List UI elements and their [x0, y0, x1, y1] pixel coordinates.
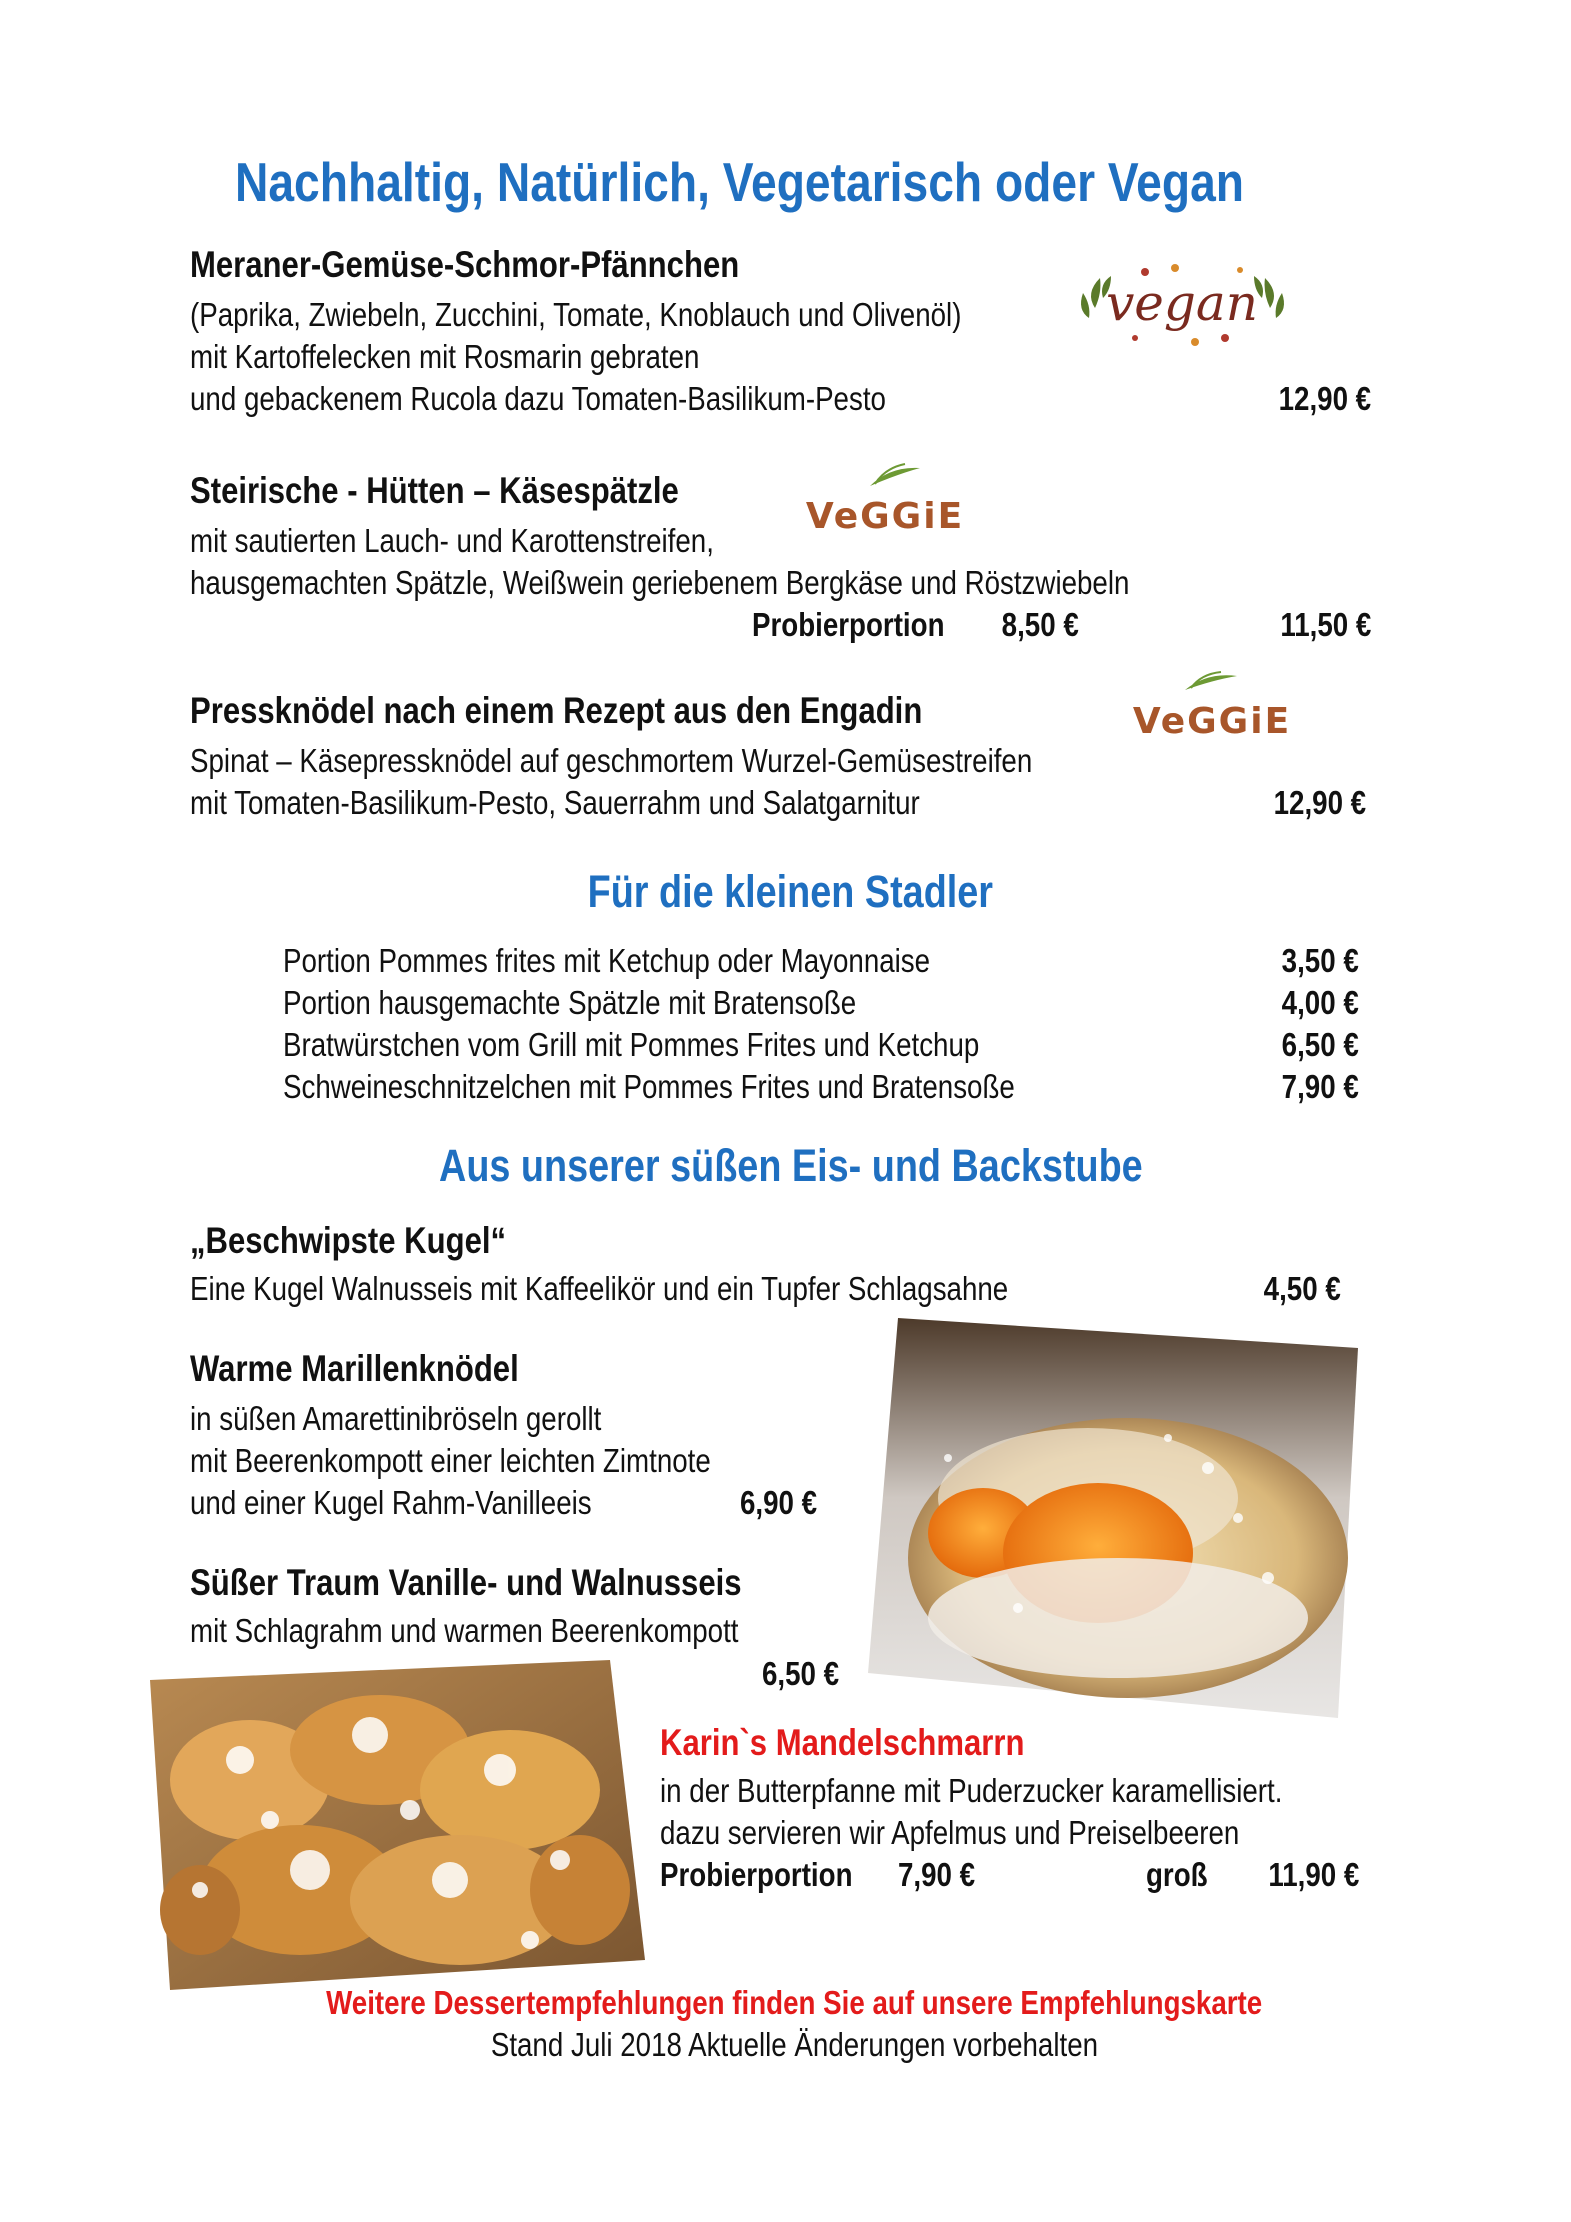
dish-name: Warme Marillenknödel [190, 1348, 519, 1389]
dish-description: mit Tomaten-Basilikum-Pesto, Sauerrahm und Salatgarnitur [190, 784, 920, 821]
dish-description: dazu servieren wir Apfelmus und Preiselbeeren [660, 1814, 1240, 1851]
apricot-dumpling-photo [868, 1318, 1358, 1718]
dish-description: Eine Kugel Walnusseis mit Kaffeelikör und ein Tupfer Schlagsahne [190, 1270, 1009, 1307]
dish-name: Steirische - Hütten – Käsespätzle [190, 470, 679, 511]
dish-name: Süßer Traum Vanille- und Walnusseis [190, 1562, 742, 1603]
section-heading-kids: Für die kleinen Stadler [587, 866, 994, 917]
gross-label: groß [1146, 1856, 1208, 1893]
dish-description: und einer Kugel Rahm-Vanilleeis [190, 1484, 592, 1521]
dish-description: mit Beerenkompott einer leichten Zimtnote [190, 1442, 711, 1479]
dish-description: mit sautierten Lauch- und Karottenstreifen, [190, 522, 714, 559]
dish-name: Pressknödel nach einem Rezept aus den Engadin [190, 690, 923, 731]
dish-description: hausgemachten Spätzle, Weißwein geriebenem Bergkäse und Röstzwiebeln [190, 564, 1130, 601]
probierportion-price: 7,90 € [898, 1856, 976, 1893]
mandelschmarrn-photo [140, 1660, 645, 1990]
dish-name: Meraner-Gemüse-Schmor-Pfännchen [190, 244, 740, 285]
dish-price: 6,50 € [762, 1655, 840, 1692]
dish-price: 12,90 € [1273, 784, 1366, 821]
dish-description: in süßen Amarettinibröseln gerollt [190, 1400, 602, 1437]
veggie-logo [800, 458, 970, 548]
list-item: Portion hausgemachte Spätzle mit Bratensoße [283, 984, 857, 1021]
page-title: Nachhaltig, Natürlich, Vegetarisch oder Vegan [235, 151, 1245, 213]
list-item: Schweineschnitzelchen mit Pommes Frites und Bratensoße [283, 1068, 1015, 1105]
list-item: Portion Pommes frites mit Ketchup oder Mayonnaise [283, 942, 931, 979]
dish-price: 12,90 € [1278, 380, 1371, 417]
dish-name: Karin`s Mandelschmarrn [660, 1722, 1025, 1763]
dish-description: (Paprika, Zwiebeln, Zucchini, Tomate, Knoblauch und Olivenöl) [190, 296, 962, 333]
dish-description: in der Butterpfanne mit Puderzucker karamellisiert. [660, 1772, 1283, 1809]
section-heading-desserts: Aus unserer süßen Eis- und Backstube [438, 1140, 1143, 1191]
list-item: Bratwürstchen vom Grill mit Pommes Frites und Ketchup [283, 1026, 980, 1063]
dish-price: 6,90 € [740, 1484, 818, 1521]
list-item-price: 7,90 € [1281, 1068, 1359, 1105]
list-item-price: 4,00 € [1281, 984, 1359, 1021]
list-item-price: 6,50 € [1281, 1026, 1359, 1063]
dish-description: und gebackenem Rucola dazu Tomaten-Basilikum-Pesto [190, 380, 886, 417]
dish-description: mit Kartoffelecken mit Rosmarin gebraten [190, 338, 700, 375]
dish-description: Spinat – Käsepressknödel auf geschmortem Wurzel-Gemüsestreifen [190, 742, 1033, 779]
probierportion-price: 8,50 € [1001, 606, 1079, 643]
probierportion-label: Probierportion [660, 1856, 853, 1893]
footer-note: Weitere Dessertempfehlungen finden Sie auf unsere Empfehlungskarte [326, 1984, 1263, 2021]
dish-name: „Beschwipste Kugel“ [190, 1220, 507, 1261]
list-item-price: 3,50 € [1281, 942, 1359, 979]
svg-text:vegan: vegan [1106, 274, 1258, 332]
svg-text:VeGGiE: VeGGiE [805, 496, 965, 537]
veggie-logo [1125, 668, 1300, 758]
dish-price: 11,50 € [1280, 606, 1371, 643]
dish-price: 4,50 € [1263, 1270, 1341, 1307]
probierportion-label: Probierportion [752, 606, 945, 643]
svg-text:VeGGiE: VeGGiE [1132, 701, 1292, 742]
vegan-logo [1075, 258, 1290, 353]
dish-description: mit Schlagrahm und warmen Beerenkompott [190, 1612, 739, 1649]
gross-price: 11,90 € [1268, 1856, 1359, 1893]
footer-stand: Stand Juli 2018 Aktuelle Änderungen vorbehalten [490, 2026, 1099, 2063]
